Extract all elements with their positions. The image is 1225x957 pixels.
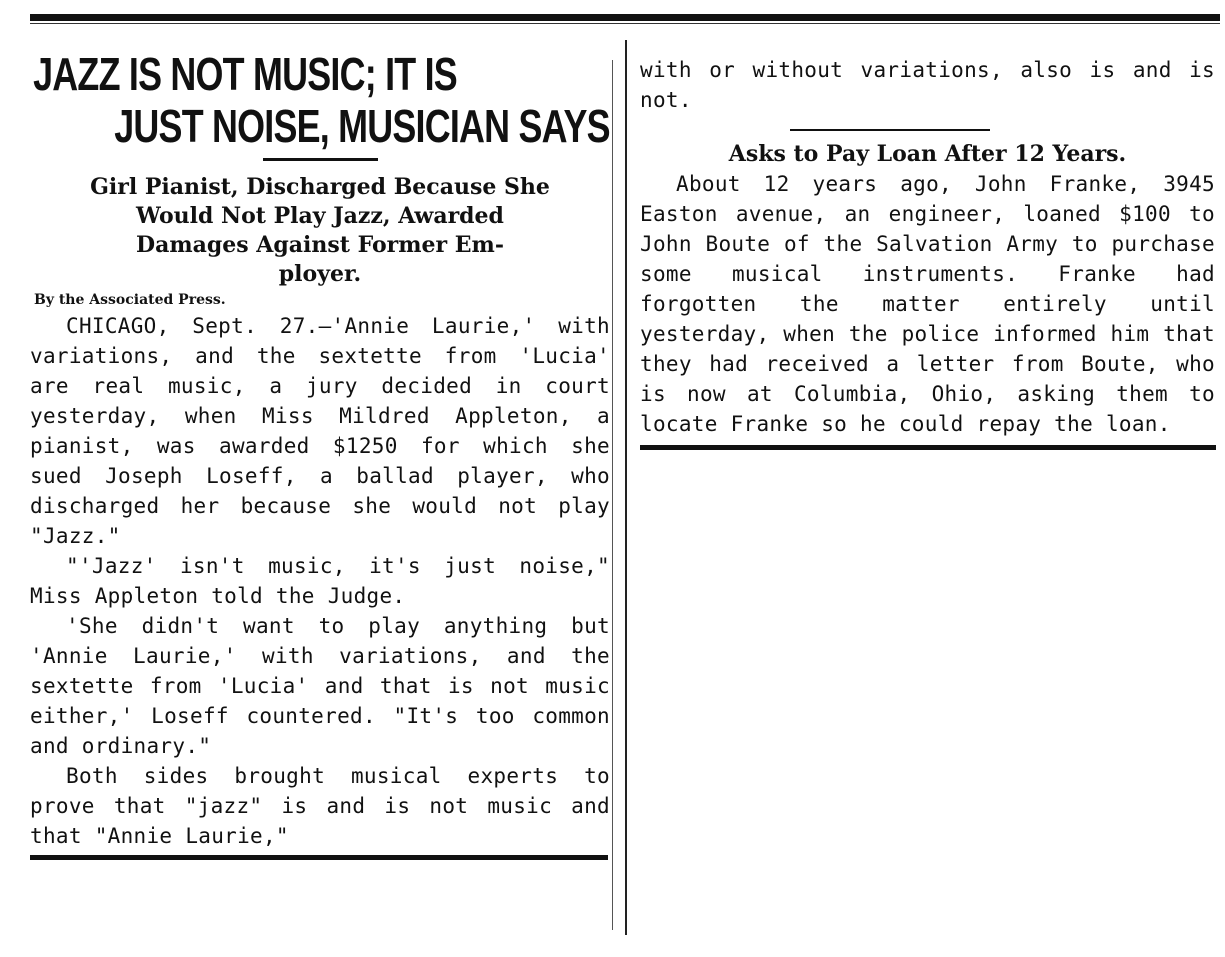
left-column [30,48,610,860]
continuation-body [640,55,1215,115]
headline [30,48,611,152]
deck-line-2: Would Not Play Jazz, Awarded [136,203,504,229]
section-rule [790,129,990,131]
left-bottom-rule [30,855,608,860]
headline-line-1: JAZZ IS NOT MUSIC; IT IS [33,48,457,100]
headline-line-2: JUST NOISE, MUSICIAN SAYS [114,100,610,152]
deck-line-3: Damages Against Former Em- [136,232,504,258]
right-column [640,55,1215,450]
paragraph-1: CHICAGO, Sept. 27.—'Annie Laurie,' with variations, and the sextette from 'Lucia' are real music, a jury decided in court yesterday, when Miss Mildred Appleton, a pianist, was awarded $1250 for which she sued Joseph Loseff, a ballad player, who discharged her because she would not play "Jazz." [30,314,610,548]
continuation-text: with or without variations, also is and is not. [640,58,1215,112]
right-bottom-rule [640,445,1216,450]
byline-credit: By the Associated Press. [34,292,226,308]
paragraph-4: Both sides brought musical experts to prove that "jazz" is and is not music and that "Annie Laurie," [30,764,610,848]
top-rule [30,14,1220,21]
column-divider [625,40,627,935]
subhead: Asks to Pay Loan After 12 Years. [728,141,1127,167]
top-rule-thin [30,23,1220,24]
paragraph-2: "'Jazz' isn't music, it's just noise," Miss Appleton told the Judge. [30,554,610,608]
headline-rule [263,158,378,161]
deck-line-1: Girl Pianist, Discharged Because She [90,174,550,200]
loan-article-body [640,169,1215,439]
loan-paragraph: About 12 years ago, John Franke, 3945 Easton avenue, an engineer, loaned $100 to John Boute of the Salvation Army to purchase some musical instruments. Franke had forgotten the matter entirely until yesterday, when the police informed him that they had received a letter from Boute, who is now at Columbia, Ohio, asking them to locate Franke so he could repay the loan. [640,172,1215,436]
paragraph-3: 'She didn't want to play anything but 'Annie Laurie,' with variations, and the sextette from 'Lucia' and that is not music either,' Loseff countered. "It's too common and ordinary." [30,614,610,758]
article-body [30,311,610,851]
deck [30,173,610,289]
deck-line-4: ployer. [278,261,362,287]
left-column-border [612,60,613,930]
